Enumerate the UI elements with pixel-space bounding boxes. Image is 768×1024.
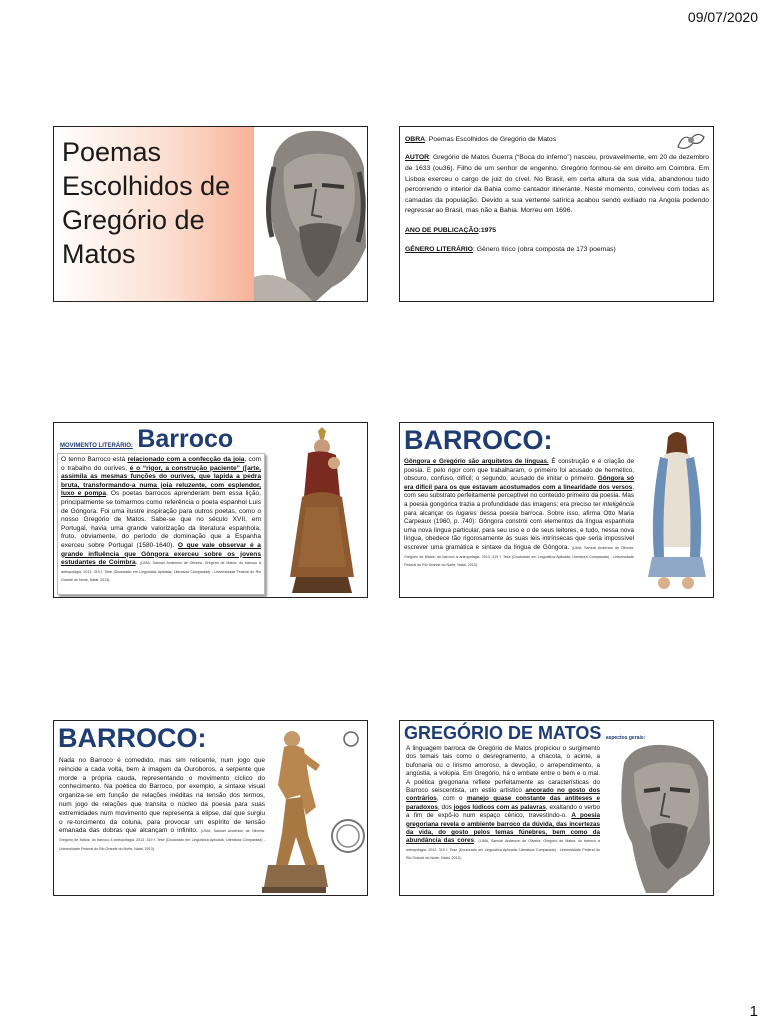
info-text: [405, 135, 709, 265]
obra-value: : Poemas Escolhidos de Gregório de Matos: [425, 136, 557, 143]
text-run: lugares: [456, 509, 477, 517]
virgin-statue-image: [644, 427, 710, 595]
text-run: , com o: [436, 795, 467, 803]
obra-label: OBRA: [405, 136, 426, 143]
text-run: Gôngora só era difícil para os que estavam acostumados com a linearidade dos versos: [404, 475, 634, 491]
text-run: dessa poesia barroca. Sobre isso, afirma Otto Maria Carpeaux (1960, p. 740): Gôngora constrói com elementos da língua espanhola uma nova língua particular, para seu uso e o de seus leitores, e tudo, nessa nova língua, obedece tão rigorosamente às suas leis intrínsecas que seria impossível escrever uma gramática e sintaxe da língua de Gôngora.: [404, 509, 635, 551]
text-run: O que vale observar é a grande influência que Gôngora exerceu sobre os jovens estudantes de Coimbra: [61, 541, 261, 567]
citation: (LIMA, Samuel Anderson de Oliveira. Gregório de Matos: do barroco à antropofagia. 2013. 319 f. Tese (Doutorado em Linguística Aplicada; Literatura Comparada) - Universidade Federal do Rio Grande do Norte, Natal, 2013).: [61, 561, 262, 583]
text-run: é o “rigor, a construção paciente” ([arte, assimila as mesmas funções do ourives, que lapida a pedra bruta, transformando-a numa joia reluzente, com esplendor, luxo e pompa: [61, 464, 261, 498]
text-run: A linguagem barroca de Gregório de Matos propiciou o surgimento dos temais tais como o desregramento, a chacota, o acinte, a bufonaria ou o lirismo amoroso, a devoção, o arrependimento, a angústia, a volúpia. Em Gregório, há o embate entre o bem e o mal. A poética gregoriana reflete perfeitamente as características do Barroco seiscentista, um estilo artístico: [406, 745, 600, 795]
text-run: .: [474, 837, 479, 845]
slide-heading: [404, 723, 645, 744]
slide-title: Barroco: [137, 425, 234, 453]
barroco-text: [404, 458, 634, 570]
slide-1-title: [53, 126, 368, 302]
text-run: relacionado com a confecção da joia: [127, 456, 245, 463]
text-run: jogos lúdicos com as palavras: [453, 803, 546, 811]
text-run: , com o trabalho do ourives,: [61, 456, 261, 472]
ano-label: ANO DE PUBLICAÇÃO: [405, 226, 479, 234]
text-run: inteligência: [602, 500, 634, 508]
slide-3-barroco: [53, 422, 368, 598]
ouroboros-coil-icon: [329, 816, 367, 856]
print-date: 09/07/2020: [687, 9, 758, 25]
text-run: Nada no Barroco é comedido, mas sim reticente, num jogo que reincide a cada volta, bem à imagem da Ouroboros, a serpente que morde a própria cauda, representando o movimento cíclico do conhecimento. Na poética do Barroco, por exemplo, a sintaxe visual organiza-se em função de relações inéditas na tensão dos termos, num jogo de relações que transita o núcleo da poesia para suas extremidades num movimento que representa a elipse, daí que surgiu o re-torcimento da coluna, para provocar um espírito de tensão emanada das dobras que alcançam o infinito.: [59, 757, 265, 835]
slide-title: BARROCO:: [404, 425, 553, 455]
text-run: A poesia gregoriana revela o ambiente barroco da dúvida, das incertezas da vida, do gosto pelos temas fúnebres, bem como da abundância das cores: [406, 812, 600, 845]
genero-label: GÊNERO LITERÁRIO: [405, 246, 473, 254]
barroco-text-box: [56, 755, 268, 893]
title-line: Poemas: [62, 137, 162, 167]
slide-title: BARROCO:: [58, 723, 207, 753]
title-line: Escolhidos de: [62, 171, 231, 201]
movement-label: MOVIMENTO LITERÁRIO:: [60, 443, 133, 449]
slide-title: [62, 135, 272, 271]
slide-subtitle: aspectos gerais:: [605, 735, 646, 741]
text-run: Gôngora e Gregório são arquitetos de línguas.: [404, 458, 549, 465]
text-run: ancorado no gosto dos contrários: [406, 787, 600, 803]
title-line: Matos: [62, 239, 136, 269]
title-line: Gregório de: [62, 205, 205, 235]
citation: (LIMA, Samuel Anderson de Oliveira. Gregório de Matos: do barroco à antropofagia. 2013. 319 f. Tese (Doutorado em Linguística Aplicada; Literatura Comparada) - Universidade Federal do Rio Grande do Norte, Natal, 2013).: [406, 839, 601, 861]
text-run: , dos: [437, 803, 454, 811]
page-number: 1: [749, 1003, 758, 1020]
text-run: É construção e é criação de poesia. E pelo rigor com que trabalharam, o primeiro foi acusado de hermético, obscuro, confuso, difícil; o segundo, acusado de imitar o primeiro.: [404, 458, 634, 483]
citation: (LIMA, Samuel Anderson de Oliveira. Gregório de Matos: do barroco à antropofagia. 2013. 319 f. Tese (Doutorado em Linguística Aplicada; Literatura Comparada) - Universidade Federal do Rio Grande do Norte, Natal, 2013).: [404, 545, 634, 568]
autor-label: AUTOR: [405, 154, 430, 162]
david-statue-image: [258, 725, 330, 895]
text-run: para alcançar os: [404, 509, 457, 517]
slide-title: GREGÓRIO DE MATOS: [404, 723, 602, 743]
gregorio-text: [406, 745, 600, 863]
genero-value: : Gênero lírico (obra composta de 173 poemas): [472, 246, 616, 254]
citation: (LIMA, Samuel Anderson de Oliveira. Gregório de Matos: do barroco à antropofagia. 2013. 319 f. Tese (Doutorado em Linguística Aplicada; Literatura Comparada) - Universidade Federal do Rio Grande do Norte, Natal, 2013).: [59, 829, 266, 851]
slide-6-gregorio: [399, 720, 714, 896]
gregorio-statue-image: [610, 743, 712, 893]
text-run: , exaltando o verbo a fim de expô-lo num espaço cênico, travestindo-o.: [406, 803, 600, 820]
madonna-statue-image: [282, 427, 362, 595]
ouroboros-ring-icon: [342, 730, 360, 748]
text-run: manejo quase constante das antíteses e paradoxos: [406, 795, 600, 811]
ano-value: :1975: [478, 226, 497, 234]
text-run: , com seu substrato perfeitamente perceptível no conteúdo primeiro da poesia. Mas a poesia gongórica trazia a profundidade das imagens; era preciso ter: [404, 483, 634, 508]
autor-text: : Gregório de Matos Guerra (“Boca do inferno”) nasceu, provavelmente, em 20 de dezembro de 1633 (ou36). Filho de um senhor de engenho. Gregório formou-se em direito em Coimbra. Em Lisboa exerceu o cargo de juiz do cível. No Brasil, em certa altura da sua vida, abandonou tudo percorrendo o interior da Bahia como cantador itinerante. Neste momento, conviveu com todas as camadas da população. Devido a sua vertente satírica acabou sendo exiliado na Angola podendo regressar ao Brasil, mas não a Bahia. Morreu em 1696.: [405, 154, 709, 215]
text-run: . Os poetas barrocos aprenderam bem essa lição, principalmente se tomarmos como referência o poeta espanhol Luis de Góngora. Foi uma ilustre inspiração para outros poetas, como o nosso Gregório de Matos. Sabe-se que no século XVII, em Portugal, havia uma grande valorização da literatura espanhola, fruto, obviamente, do período de dominação que a Espanha exerceu sobre Portugal (1580-1640).: [61, 490, 261, 549]
slide-2-info: [399, 126, 714, 302]
barroco-text-box: [57, 453, 265, 595]
text-run: O termo Barroco está: [61, 456, 128, 463]
gregorio-statue-image: [254, 127, 368, 302]
text-run: .: [135, 559, 141, 567]
slide-5-barroco: [53, 720, 368, 896]
slide-4-barroco: [399, 422, 714, 598]
slide-heading: [60, 425, 233, 454]
